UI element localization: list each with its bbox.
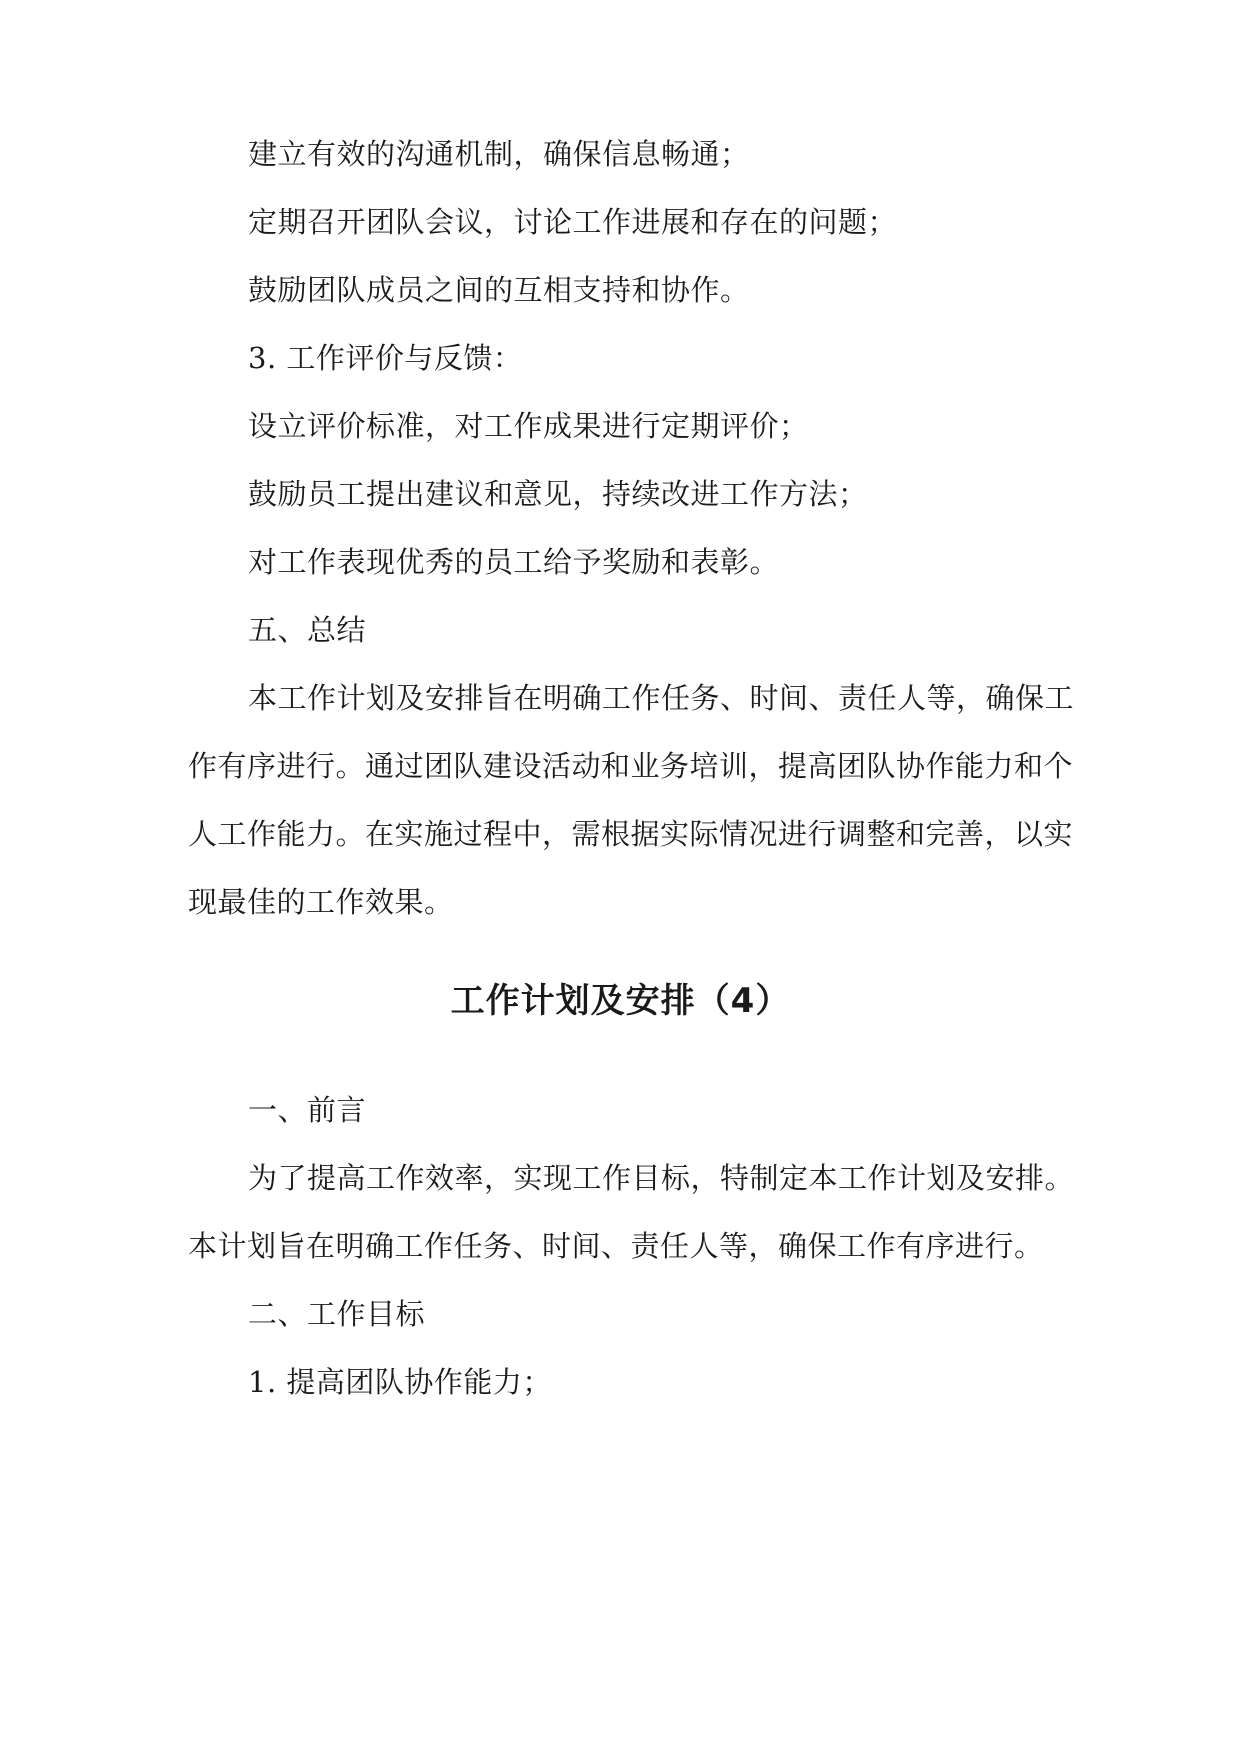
summary-line: 人工作能力。在实施过程中，需根据实际情况进行调整和完善，以实: [188, 817, 1074, 851]
paragraph-line: 定期召开团队会议，讨论工作进展和存在的问题；: [248, 205, 898, 239]
summary-line: 作有序进行。通过团队建设活动和业务培训，提高团队协作能力和个: [188, 749, 1074, 783]
list-heading: 3. 工作评价与反馈：: [248, 341, 523, 375]
paragraph-line: 设立评价标准，对工作成果进行定期评价；: [248, 409, 809, 443]
section-heading-goals: 二、工作目标: [248, 1297, 426, 1331]
paragraph-line: 对工作表现优秀的员工给予奖励和表彰。: [248, 545, 780, 579]
goal-item: 1. 提高团队协作能力；: [248, 1365, 552, 1399]
summary-line: 现最佳的工作效果。: [188, 885, 454, 919]
paragraph-line: 鼓励员工提出建议和意见，持续改进工作方法；: [248, 477, 868, 511]
summary-line: 本工作计划及安排旨在明确工作任务、时间、责任人等，确保工: [248, 681, 1075, 715]
document-title: 工作计划及安排（4）: [450, 981, 791, 1021]
paragraph-line: 鼓励团队成员之间的互相支持和协作。: [248, 273, 750, 307]
section-heading-preface: 一、前言: [248, 1093, 367, 1127]
preface-line: 本计划旨在明确工作任务、时间、责任人等，确保工作有序进行。: [188, 1229, 1044, 1263]
paragraph-line: 建立有效的沟通机制，确保信息畅通；: [248, 137, 750, 171]
preface-line: 为了提高工作效率，实现工作目标，特制定本工作计划及安排。: [248, 1161, 1075, 1195]
section-heading-summary: 五、总结: [248, 613, 367, 647]
